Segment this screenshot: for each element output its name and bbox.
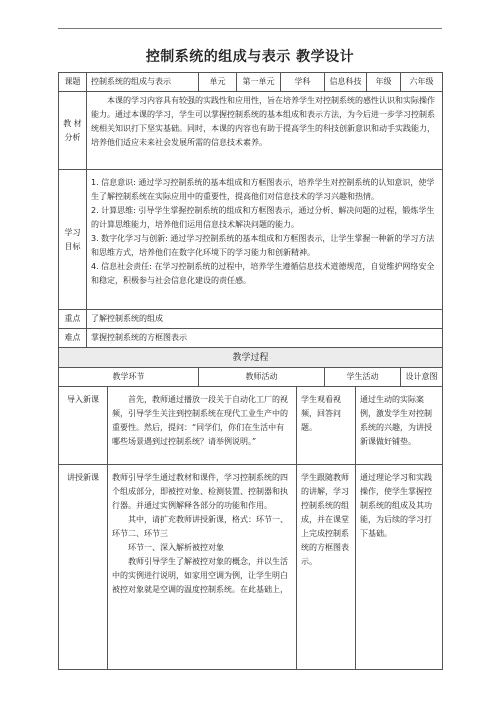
analysis-text bbox=[87, 92, 443, 170]
intro-row bbox=[59, 387, 443, 465]
lecture-stage: 讲授新课 bbox=[59, 465, 108, 670]
header-rule bbox=[58, 28, 442, 29]
grade-label: 年级 bbox=[367, 73, 401, 92]
unit-value: 第一单元 bbox=[237, 73, 281, 92]
key-point-label: 重点 bbox=[59, 310, 87, 329]
lecture-teacher-p1: 教师引导学生通过教材和课件，学习控制系统的四个组成部分，即被控对象、检测装置、控制器和执行器。并通过实例解释各部分的功能和作用。 bbox=[112, 473, 288, 510]
lesson-plan-table bbox=[58, 72, 443, 387]
objective-item: 3. 数字化学习与创新: 通过学习控制系统的基本组成和方框图表示，让学生掌握一种新的学习方法和思维方式，培养他们在数字化环境下的学习能力和创新精神。 bbox=[91, 234, 435, 257]
objective-item: 4. 信息社会责任: 在学习控制系统的过程中，培养学生遵循信息技术道德规范，自觉维护网络安全和稳定，积极参与社会信息化建设的责任感。 bbox=[91, 262, 435, 285]
analysis-label-line-2: 分析 bbox=[64, 132, 81, 142]
header-stage: 教学环节 bbox=[59, 368, 199, 387]
unit-label: 单元 bbox=[199, 73, 237, 92]
analysis-row bbox=[59, 92, 443, 170]
key-point-text: 了解控制系统的组成 bbox=[87, 310, 443, 329]
objectives-row bbox=[59, 170, 443, 310]
topic-label: 课题 bbox=[59, 73, 87, 92]
process-body-table bbox=[58, 386, 443, 670]
lecture-teacher bbox=[108, 465, 297, 670]
subject-value: 信息科技 bbox=[325, 73, 367, 92]
objectives-label-line-2: 目标 bbox=[64, 241, 81, 251]
lecture-row bbox=[59, 465, 443, 670]
intro-stage: 导入新课 bbox=[59, 387, 108, 465]
header-teacher: 教师活动 bbox=[199, 368, 325, 387]
difficulty-label: 难点 bbox=[59, 329, 87, 348]
lecture-teacher-p4: 教师引导学生了解被控对象的概念，并以生活中的实例进行说明，如家用空调为例，让学生明白被控对象就是空调的温度控制系统。在此基础上， bbox=[112, 557, 288, 594]
objectives-label bbox=[59, 170, 87, 310]
analysis-paragraph: 本课的学习内容具有较强的实践性和应用性，旨在培养学生对控制系统的感性认识和实际操作能力。通过本课的学习，学生可以掌握控制系统的基本组成和表示方法，为今后进一步学习控制系统相关知识打下坚实基础。同时，本课的内容也有助于提高学生的科技创新意识和动手实践能力，培养他们适应未来社会发展所需的信息技术素养。 bbox=[91, 96, 435, 147]
intro-teacher bbox=[108, 387, 297, 465]
header-student: 学生活动 bbox=[325, 368, 401, 387]
difficulty-row bbox=[59, 329, 443, 348]
intro-student: 学生观看视频，回答问题。 bbox=[297, 387, 356, 465]
lecture-teacher-p3: 环节一、深入解析被控对象 bbox=[128, 543, 224, 552]
process-band: 教学过程 bbox=[59, 348, 443, 368]
intro-teacher-text: 首先，教师通过播放一段关于自动化工厂的视频，引导学生关注到控制系统在现代工业生产中的重要性。然后，提问：“同学们，你们在生活中有哪些场景遇到过控制系统？请举例说明。” bbox=[112, 395, 288, 446]
analysis-label bbox=[59, 92, 87, 170]
grade-value: 六年级 bbox=[401, 73, 443, 92]
topic-value: 控制系统的组成与表示 bbox=[87, 73, 199, 92]
lecture-intent: 通过理论学习和实践操作，使学生掌握控制系统的组成及其功能，为后续的学习打下基础。 bbox=[356, 465, 443, 670]
objectives-text bbox=[87, 170, 443, 310]
objective-item: 2. 计算思维: 引导学生掌握控制系统的组成和方框图表示，通过分析、解决问题的过程，锻炼学生的计算思维能力，培养他们运用信息技术解决问题的能力。 bbox=[91, 206, 435, 229]
subject-label: 学科 bbox=[281, 73, 325, 92]
objectives-label-line-1: 学习 bbox=[64, 227, 81, 237]
process-header-row bbox=[59, 368, 443, 387]
difficulty-text: 掌握控制系统的方框图表示 bbox=[87, 329, 443, 348]
analysis-label-line-1: 教 材 bbox=[63, 118, 82, 128]
objective-item: 1. 信息意识: 通过学习控制系统的基本组成和方框图表示，培养学生对控制系统的认知意识，使学生了解控制系统在实际应用中的重要性，提高他们对信息技术的学习兴趣和热情。 bbox=[91, 178, 435, 201]
info-row bbox=[59, 73, 443, 92]
process-band-row bbox=[59, 348, 443, 368]
key-point-row bbox=[59, 310, 443, 329]
lecture-student: 学生跟随教师的讲解，学习控制系统的组成，并在课堂上完成控制系统的方框图表示。 bbox=[297, 465, 356, 670]
lecture-teacher-p2: 其中，请扩充教师讲授新课，格式：环节一、环节二、环节三 bbox=[112, 515, 288, 538]
header-intent: 设计意图 bbox=[401, 368, 443, 387]
document-title: 控制系统的组成与表示 教学设计 bbox=[145, 49, 355, 65]
intro-intent: 通过生动的实际案例，激发学生对控制系统的兴趣，为讲授新课做好铺垫。 bbox=[356, 387, 443, 465]
